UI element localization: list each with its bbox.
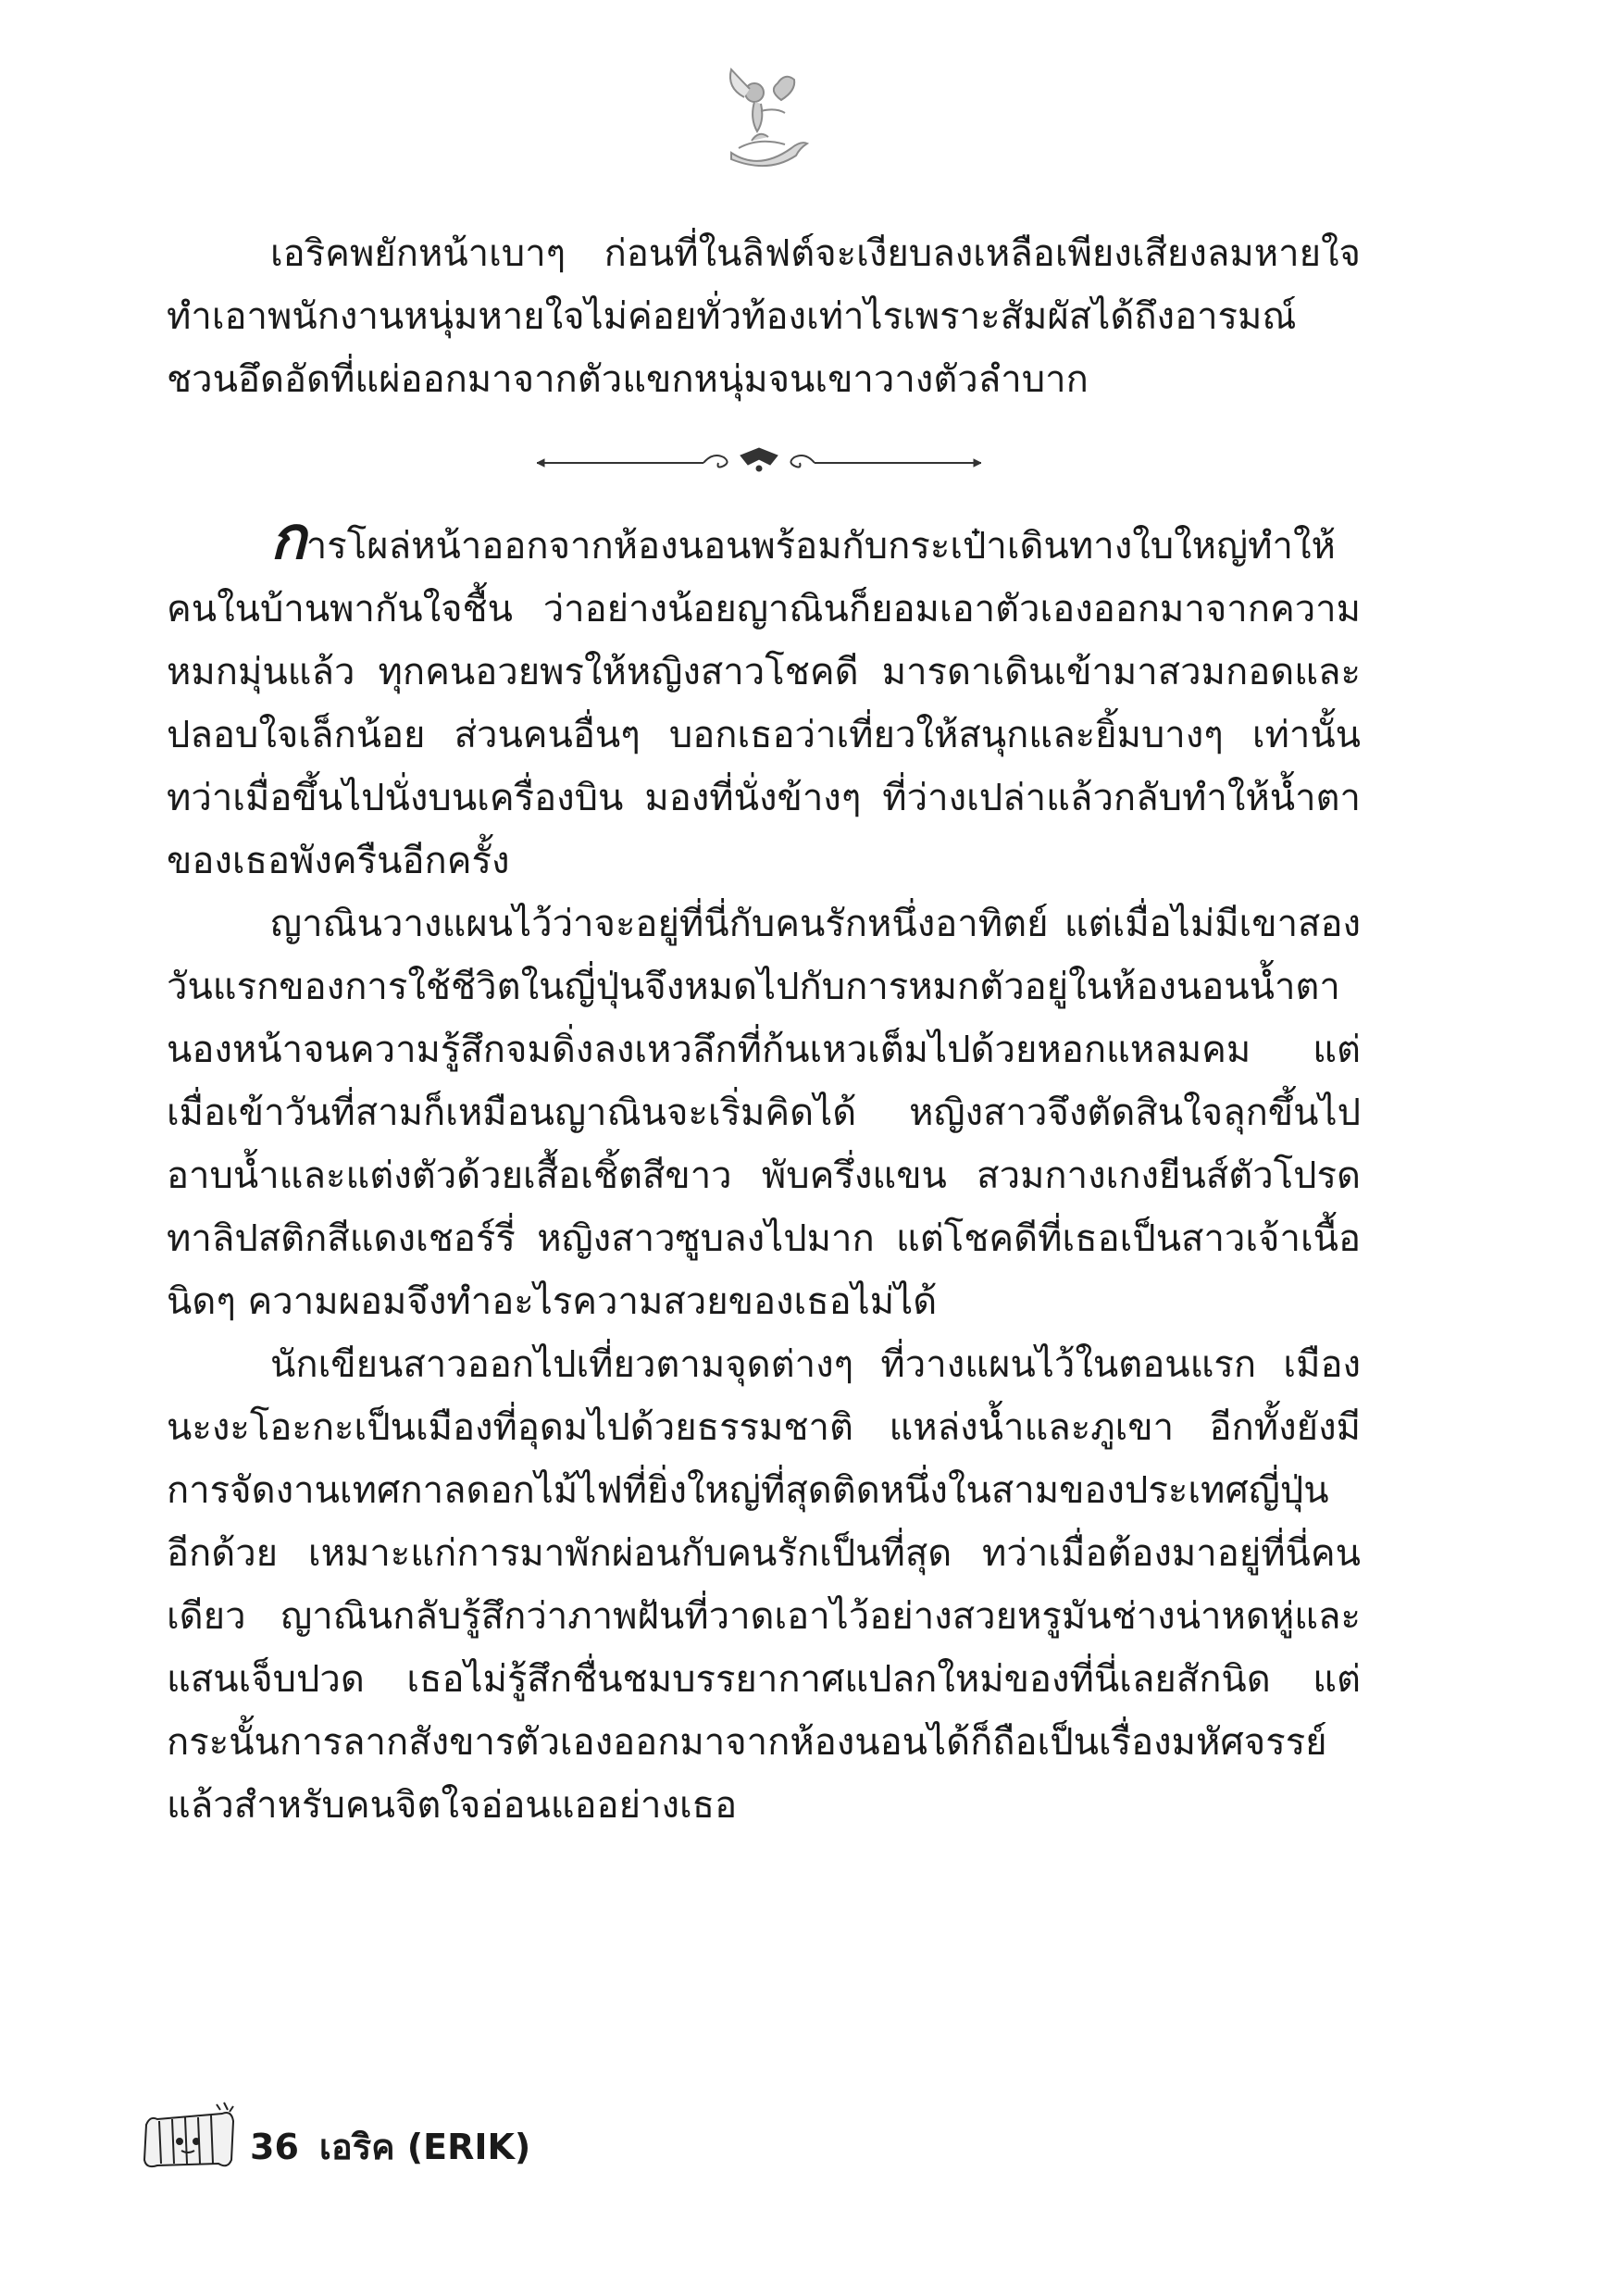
drop-cap: ก: [270, 505, 306, 573]
paragraph: [167, 505, 1361, 892]
book-title: เอริค (ERIK): [318, 2127, 531, 2167]
paragraph: นักเขียนสาวออกไปเที่ยวตามจุดต่างๆ ที่วางแผนไว้ในตอนแรก เมืองนะงะโอะกะเป็นเมืองที่อุดมไปด้วยธรรมชาติ แหล่งน้ำและภูเขา อีกทั้งยังมีการจัดงานเทศกาลดอกไม้ไฟที่ยิ่งใหญ่ที่สุดติดหนึ่งในสามของประเทศญี่ปุ่นอีกด้วย เหมาะแก่การมาพักผ่อนกับคนรักเป็นที่สุด ทว่าเมื่อต้องมาอยู่ที่นี่คนเดียว ญาณินกลับรู้สึกว่าภาพฝันที่วาดเอาไว้อย่างสวยหรูมันช่างน่าหดหู่และแสนเจ็บปวด เธอไม่รู้สึกชื่นชมบรรยากาศแปลกใหม่ของที่นี่เลยสักนิด แต่กระนั้นการลากสังขารตัวเองออกมาจากห้องนอนได้ก็ถือเป็นเรื่องมหัศจรรย์แล้วสำหรับคนจิตใจอ่อนแออย่างเธอ: [167, 1343, 1361, 1827]
text-block-main: [167, 505, 1361, 1837]
paragraph: ญาณินวางแผนไว้ว่าจะอยู่ที่นี่กับคนรักหนึ่งอาทิตย์ แต่เมื่อไม่มีเขาสองวันแรกของการใช้ชีวิตในญี่ปุ่นจึงหมดไปกับการหมกตัวอยู่ในห้องนอนน้ำตานองหน้าจนความรู้สึกจมดิ่งลงเหวลึกที่ก้นเหวเต็มไปด้วยหอกแหลมคม แต่เมื่อเข้าวันที่สามก็เหมือนญาณินจะเริ่มคิดได้ หญิงสาวจึงตัดสินใจลุกขึ้นไปอาบน้ำและแต่งตัวด้วยเสื้อเชิ้ตสีขาว พับครึ่งแขน สวมกางเกงยีนส์ตัวโปรด ทาลิปสติกสีแดงเชอร์รี่ หญิงสาวซูบลงไปมาก แต่โชคดีที่เธอเป็นสาวเจ้าเนื้อนิดๆ ความผอมจึงทำอะไรความสวยของเธอไม่ได้: [167, 903, 1361, 1323]
flourish-divider-icon: [537, 444, 981, 481]
paragraph: เอริคพยักหน้าเบาๆ ก่อนที่ในลิฟต์จะเงียบลงเหลือเพียงเสียงลมหายใจ ทำเอาพนักงานหนุ่มหายใจไม่ค่อยทั่วท้องเท่าไรเพราะสัมผัสได้ถึงอารมณ์ชวนอึดอัดที่แผ่ออกมาจากตัวแขกหนุ่มจนเขาวางตัวลำบาก: [167, 232, 1361, 401]
genie-lamp-cupid-icon: [703, 56, 815, 176]
page-footer: [250, 2118, 551, 2175]
page-number: 36: [250, 2127, 299, 2167]
text-block-top: [167, 222, 1361, 411]
cushion-icon: [139, 2097, 241, 2171]
paragraph-text: ารโผล่หน้าออกจากห้องนอนพร้อมกับกระเป๋าเดินทางใบใหญ่ทำให้คนในบ้านพากันใจชื้น ว่าอย่างน้อยญาณินก็ยอมเอาตัวเองออกมาจากความหมกมุ่นแล้ว ทุกคนอวยพรให้หญิงสาวโชคดี มารดาเดินเข้ามาสวมกอดและปลอบใจเล็กน้อย ส่วนคนอื่นๆ บอกเธอว่าเที่ยวให้สนุกและยิ้มบางๆ เท่านั้น ทว่าเมื่อขึ้นไปนั่งบนเครื่องบิน มองที่นั่งข้างๆ ที่ว่างเปล่าแล้วกลับทำให้น้ำตาของเธอพังครืนอีกครั้ง: [167, 525, 1361, 882]
